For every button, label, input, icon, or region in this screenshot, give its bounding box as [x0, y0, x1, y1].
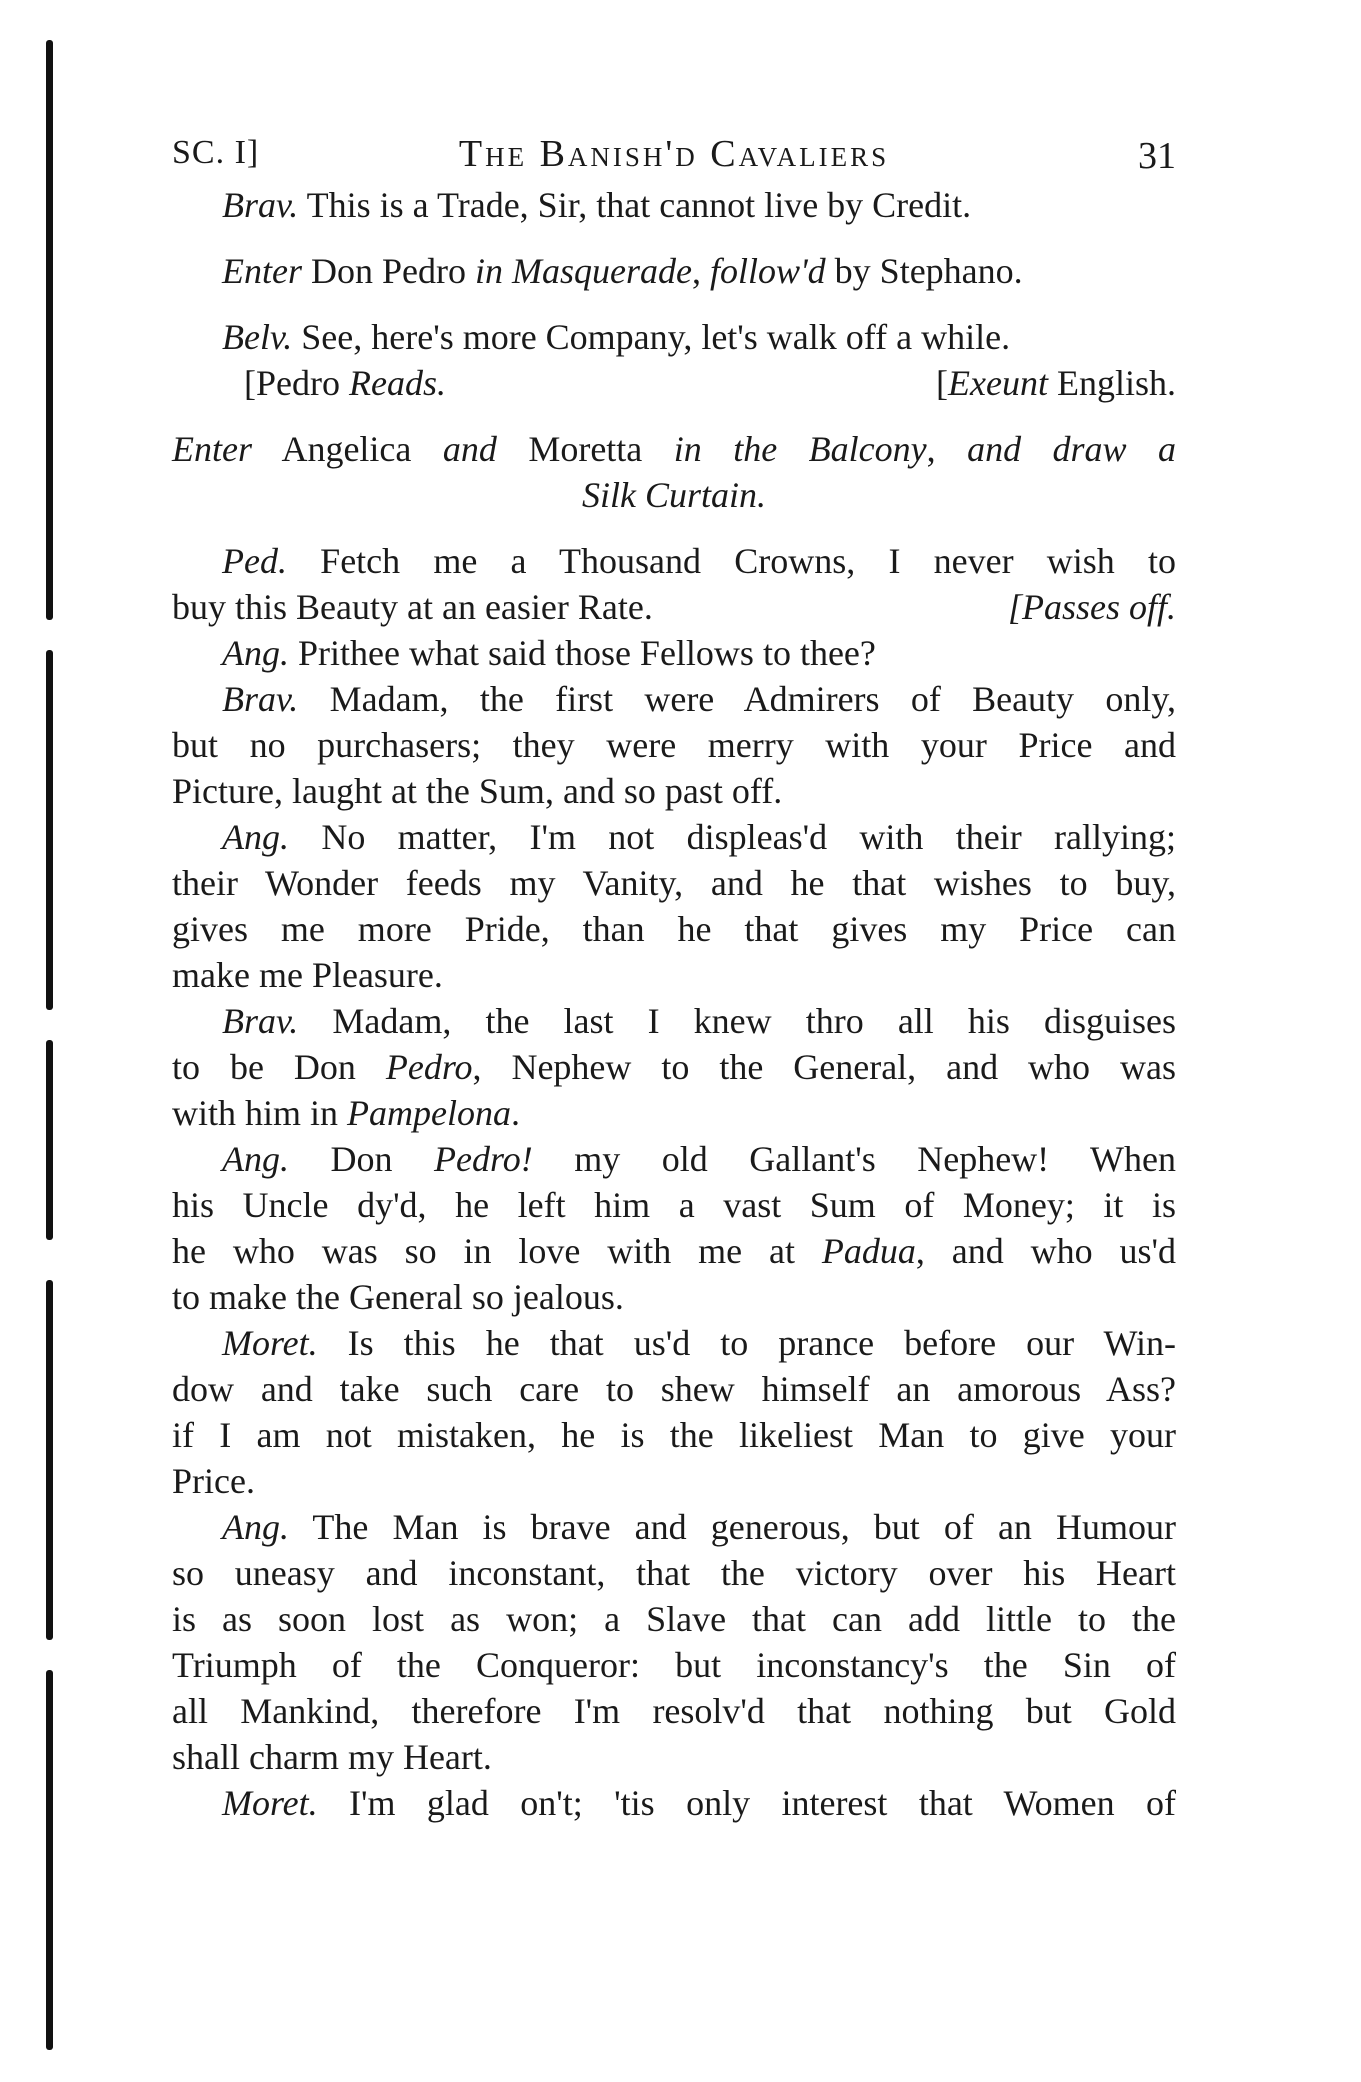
- text-line: but no purchasers; they were merry with your Price and: [172, 725, 1176, 765]
- text-line: Brav. This is a Trade, Sir, that cannot live by Credit.: [222, 185, 972, 225]
- text-line: Triumph of the Conqueror: but inconstancy's the Sin of: [172, 1645, 1176, 1685]
- binding-rule: [46, 40, 53, 620]
- text-line: Ang. The Man is brave and generous, but of an Humour: [222, 1507, 1176, 1547]
- text-line: Picture, laught at the Sum, and so past off.: [172, 771, 783, 811]
- text-line: Moret. I'm glad on't; 'tis only interest that Women of: [222, 1783, 1176, 1823]
- text-line: make me Pleasure.: [172, 955, 443, 995]
- text-line: shall charm my Heart.: [172, 1737, 492, 1777]
- text-line: if I am not mistaken, he is the likeliest Man to give your: [172, 1415, 1176, 1455]
- stage-direction: Enter Don Pedro in Masquerade, follow'd by Stephano.: [222, 251, 1023, 291]
- speaker-name: Belv.: [222, 317, 293, 357]
- speaker-name: Ang.: [222, 1507, 289, 1547]
- text-line: Ang. Don Pedro! my old Gallant's Nephew! When: [222, 1139, 1176, 1179]
- text-line: buy this Beauty at an easier Rate. [Passes off.: [172, 584, 1176, 630]
- stage-direction: Enter Angelica and Moretta in the Balcony, and draw a: [172, 429, 1177, 469]
- text-line: their Wonder feeds my Vanity, and he that wishes to buy,: [172, 863, 1176, 903]
- book-page: [172, 128, 1176, 1826]
- binding-rule: [46, 1280, 53, 1640]
- text-line: Brav. Madam, the first were Admirers of Beauty only,: [222, 679, 1176, 719]
- speaker-name: Brav.: [222, 679, 299, 719]
- text-line: gives me more Pride, than he that gives my Price can: [172, 909, 1176, 949]
- text-line: Price.: [172, 1461, 255, 1501]
- speaker-name: Ang.: [222, 1139, 289, 1179]
- binding-rule: [46, 1040, 53, 1240]
- text-line: Ang. No matter, I'm not displeas'd with their rallying;: [222, 817, 1176, 857]
- text-line: Ped. Fetch me a Thousand Crowns, I never wish to: [222, 541, 1176, 581]
- text-line: his Uncle dy'd, he left him a vast Sum of Money; it is: [172, 1185, 1176, 1225]
- binding-rule: [46, 650, 53, 1010]
- binding-gutter: [38, 40, 72, 2050]
- speaker-name: Ped.: [222, 541, 287, 581]
- stage-direction: Silk Curtain.: [581, 475, 766, 515]
- binding-rule: [46, 1670, 53, 2050]
- speaker-name: Ang.: [222, 817, 289, 857]
- stage-direction: [Pedro Reads. [Exeunt English.: [244, 363, 1176, 403]
- text-line: to be Don Pedro, Nephew to the General, and who was: [172, 1047, 1176, 1087]
- text-line: dow and take such care to shew himself an amorous Ass?: [172, 1369, 1176, 1409]
- speaker-name: Moret.: [222, 1323, 318, 1363]
- text-line: so uneasy and inconstant, that the victory over his Heart: [172, 1553, 1176, 1593]
- text-line: with him in Pampelona.: [172, 1093, 520, 1133]
- speaker-name: Brav.: [222, 185, 299, 225]
- text-line: he who was so in love with me at Padua, and who us'd: [172, 1231, 1176, 1271]
- speaker-name: Moret.: [222, 1783, 318, 1823]
- text-line: Brav. Madam, the last I knew thro all his disguises: [222, 1001, 1176, 1041]
- running-header: [172, 128, 1176, 182]
- page-number: 31: [1138, 135, 1176, 177]
- text-line: is as soon lost as won; a Slave that can add little to the: [172, 1599, 1176, 1639]
- text-line: Ang. Prithee what said those Fellows to thee?: [222, 633, 876, 673]
- text-line: Belv. See, here's more Company, let's walk off a while.: [222, 317, 1011, 357]
- running-title: The Banish'd Cavaliers: [458, 133, 890, 175]
- text-line: to make the General so jealous.: [172, 1277, 624, 1317]
- text-line: Moret. Is this he that us'd to prance before our Win-: [222, 1323, 1176, 1363]
- section-marker: SC. I]: [172, 134, 260, 171]
- stage-direction: [Passes off.: [1007, 587, 1176, 627]
- speaker-name: Brav.: [222, 1001, 299, 1041]
- speaker-name: Ang.: [222, 633, 289, 673]
- text-line: all Mankind, therefore I'm resolv'd that nothing but Gold: [172, 1691, 1176, 1731]
